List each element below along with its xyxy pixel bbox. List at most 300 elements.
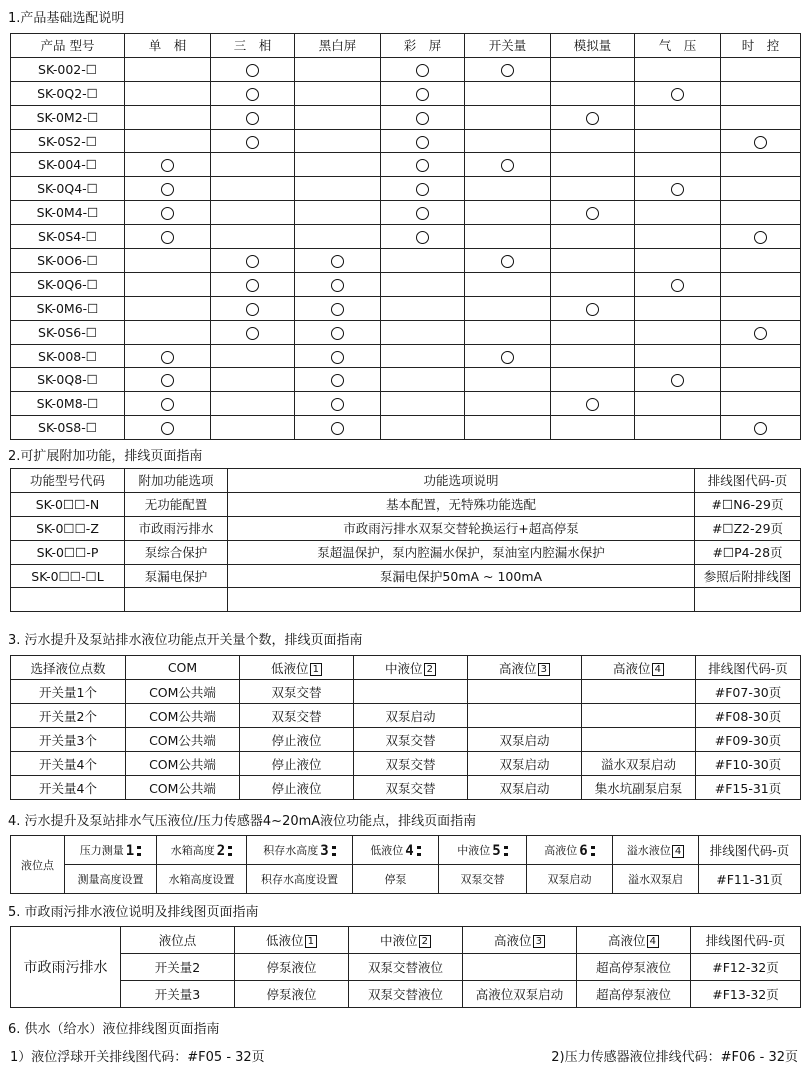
option-cell: [721, 81, 801, 105]
option-cell: [381, 201, 465, 225]
option-cell: [551, 416, 635, 440]
option-cell: [721, 320, 801, 344]
header-select: 选择液位点数: [11, 656, 126, 680]
table-cell: SK-0☐☐-N: [11, 492, 125, 516]
pressure-sensor-note: 2)压力传感器液位排线代码：#F06 - 32页: [551, 1050, 798, 1065]
option-cell: [721, 344, 801, 368]
table-cell: COM公共端: [126, 728, 240, 752]
table-row: [11, 272, 801, 296]
circle-mark-icon: [246, 112, 259, 125]
segment-digit-icon: 5: [492, 843, 501, 859]
column-header: 附加功能选项: [125, 469, 228, 493]
option-cell: [381, 249, 465, 273]
circle-mark-icon: [416, 136, 429, 149]
circle-mark-icon: [246, 64, 259, 77]
option-cell: [381, 344, 465, 368]
table-row: [11, 492, 801, 516]
option-cell: [295, 368, 381, 392]
option-cell: [465, 201, 551, 225]
table-cell: 超高停泵液位: [577, 981, 691, 1008]
option-cell: [721, 225, 801, 249]
setting-cell: 测量高度设置: [65, 865, 157, 894]
option-cell: [125, 416, 211, 440]
header-com: COM: [126, 656, 240, 680]
section1-title: 1.产品基础选配说明: [8, 11, 125, 26]
option-cell: [125, 177, 211, 201]
option-cell: [125, 392, 211, 416]
table-cell: #F08-30页: [696, 704, 801, 728]
table-row: [11, 249, 801, 273]
table-row: [11, 776, 801, 800]
option-cell: [721, 153, 801, 177]
table-cell: 停泵液位: [235, 954, 349, 981]
option-cell: [635, 416, 721, 440]
table-cell: 超高停泵液位: [577, 954, 691, 981]
option-cell: [125, 201, 211, 225]
table-row: [11, 57, 801, 81]
table-cell: [582, 728, 696, 752]
level-point-cell: [439, 836, 527, 865]
table-cell: #☐Z2-29页: [695, 516, 801, 540]
option-cell: [211, 344, 295, 368]
option-cell: [381, 105, 465, 129]
column-header: 开关量: [465, 34, 551, 58]
table-row: [11, 320, 801, 344]
table-cell: [228, 588, 695, 612]
option-cell: [381, 153, 465, 177]
table-row: [11, 344, 801, 368]
table-cell: 双泵交替: [354, 776, 468, 800]
model-code-cell: SK-0S4-☐: [11, 225, 125, 249]
option-cell: [125, 225, 211, 249]
circle-mark-icon: [161, 159, 174, 172]
column-header: 气 压: [635, 34, 721, 58]
circle-mark-icon: [501, 255, 514, 268]
header-mid: 中液位 2: [354, 656, 468, 680]
table-cell: 泵综合保护: [125, 540, 228, 564]
table-row: [11, 81, 801, 105]
section2-title: 2.可扩展附加功能，排线页面指南: [8, 449, 203, 464]
option-cell: [635, 201, 721, 225]
column-header: 黑白屏: [295, 34, 381, 58]
table-cell: [11, 588, 125, 612]
level-number-box: 4: [672, 845, 684, 858]
option-cell: [295, 320, 381, 344]
option-cell: [721, 249, 801, 273]
option-cell: [381, 272, 465, 296]
level-number-box: 1: [310, 663, 322, 676]
table-cell: [468, 704, 582, 728]
section4-title: 4. 污水提升及泵站排水气压液位/压力传感器4~20mA液位功能点，排线页面指南: [8, 814, 477, 829]
circle-mark-icon: [331, 327, 344, 340]
column-header: 彩 屏: [381, 34, 465, 58]
table-cell: 泵漏电保护50mA ~ 100mA: [228, 564, 695, 588]
column-header: 功能型号代码: [11, 469, 125, 493]
table-header-row: [11, 927, 801, 954]
table-cell: 参照后附排线图: [695, 564, 801, 588]
option-cell: [295, 105, 381, 129]
option-cell: [125, 272, 211, 296]
option-cell: [211, 201, 295, 225]
option-cell: [465, 296, 551, 320]
circle-mark-icon: [161, 398, 174, 411]
circle-mark-icon: [331, 374, 344, 387]
table-cell: 集水坑副泵启泵: [582, 776, 696, 800]
table-row: [11, 680, 801, 704]
header-low: 低液位 1: [240, 656, 354, 680]
option-cell: [211, 225, 295, 249]
option-cell: [551, 249, 635, 273]
option-cell: [551, 272, 635, 296]
segment-dots-icon: [228, 844, 232, 858]
table-row: [11, 516, 801, 540]
table-cell: 高液位双泵启动: [463, 981, 577, 1008]
table-cell: [463, 954, 577, 981]
option-cell: [211, 57, 295, 81]
level-point-label: 溢水液位: [626, 844, 671, 857]
table-cell: #F10-30页: [696, 752, 801, 776]
level-point-label: 低液位: [370, 844, 404, 857]
model-code-cell: SK-004-☐: [11, 153, 125, 177]
level-point-row: [11, 836, 801, 865]
option-cell: [635, 153, 721, 177]
option-cell: [635, 392, 721, 416]
table-cell: 开关量4个: [11, 776, 126, 800]
circle-mark-icon: [501, 64, 514, 77]
option-cell: [551, 368, 635, 392]
header-high2: 高液位 4: [577, 927, 691, 954]
table-cell: 开关量1个: [11, 680, 126, 704]
model-code-cell: SK-0S8-☐: [11, 416, 125, 440]
option-cell: [211, 392, 295, 416]
option-cell: [551, 225, 635, 249]
option-cell: [211, 177, 295, 201]
option-cell: [295, 344, 381, 368]
table-cell: [582, 680, 696, 704]
option-cell: [211, 81, 295, 105]
option-cell: [381, 81, 465, 105]
level-number-box: 1: [305, 935, 317, 948]
circle-mark-icon: [671, 88, 684, 101]
level-point-label: 高液位: [544, 844, 578, 857]
table-cell: [354, 680, 468, 704]
header-code: 排线图代码-页: [691, 927, 801, 954]
level-number-box: 2: [419, 935, 431, 948]
table-cell: 开关量4个: [11, 752, 126, 776]
level-number-box: 3: [538, 663, 550, 676]
model-code-cell: SK-0M6-☐: [11, 296, 125, 320]
float-switch-note: 1）液位浮球开关排线图代码：#F05 - 32页: [10, 1050, 265, 1065]
circle-mark-icon: [671, 279, 684, 292]
option-cell: [125, 57, 211, 81]
option-cell: [211, 249, 295, 273]
circle-mark-icon: [586, 112, 599, 125]
level-point-label: 水箱高度: [170, 844, 215, 857]
circle-mark-icon: [671, 183, 684, 196]
table-row: [11, 954, 801, 981]
code-header: 排线图代码-页: [699, 836, 801, 865]
option-cell: [635, 344, 721, 368]
circle-mark-icon: [416, 88, 429, 101]
level-point-label: 中液位: [457, 844, 491, 857]
segment-digit-icon: 6: [579, 843, 588, 859]
table-row: [11, 704, 801, 728]
segment-digit-icon: 4: [405, 843, 414, 859]
option-cell: [721, 392, 801, 416]
option-cell: [465, 368, 551, 392]
option-cell: [635, 105, 721, 129]
segment-dots-icon: [504, 844, 508, 858]
pressure-level-table: [10, 835, 801, 894]
table-cell: COM公共端: [126, 752, 240, 776]
model-code-cell: SK-0Q4-☐: [11, 177, 125, 201]
option-cell: [465, 249, 551, 273]
model-code-cell: SK-0M2-☐: [11, 105, 125, 129]
option-cell: [635, 368, 721, 392]
code-cell: #F11-31页: [699, 865, 801, 894]
option-cell: [635, 249, 721, 273]
option-cell: [211, 296, 295, 320]
option-cell: [635, 177, 721, 201]
table-row: [11, 153, 801, 177]
setting-cell: 停泵: [353, 865, 439, 894]
table-cell: 停泵液位: [235, 981, 349, 1008]
header-low: 低液位 1: [235, 927, 349, 954]
section3-title: 3. 污水提升及泵站排水液位功能点开关量个数，排线页面指南: [8, 633, 363, 648]
circle-mark-icon: [416, 231, 429, 244]
option-cell: [721, 416, 801, 440]
model-code-cell: SK-0Q6-☐: [11, 272, 125, 296]
extension-function-table: [10, 468, 801, 612]
option-cell: [551, 153, 635, 177]
option-cell: [125, 344, 211, 368]
option-cell: [125, 368, 211, 392]
option-cell: [295, 129, 381, 153]
level-point-cell: [247, 836, 353, 865]
option-cell: [551, 105, 635, 129]
table-cell: [468, 680, 582, 704]
option-cell: [635, 225, 721, 249]
option-cell: [381, 57, 465, 81]
option-cell: [635, 320, 721, 344]
option-cell: [635, 57, 721, 81]
option-cell: [635, 81, 721, 105]
segment-digit-icon: 1: [125, 843, 135, 859]
level-point-cell: [613, 836, 699, 865]
table-cell: SK-0☐☐-Z: [11, 516, 125, 540]
option-cell: [635, 296, 721, 320]
switch-level-table: [10, 655, 801, 800]
option-cell: [465, 344, 551, 368]
setting-cell: 双泵启动: [527, 865, 613, 894]
option-cell: [295, 201, 381, 225]
table-row: [11, 201, 801, 225]
circle-mark-icon: [331, 422, 344, 435]
option-cell: [211, 129, 295, 153]
option-cell: [551, 129, 635, 153]
option-cell: [551, 392, 635, 416]
setting-cell: 双泵交替: [439, 865, 527, 894]
circle-mark-icon: [586, 207, 599, 220]
model-code-cell: SK-0Q2-☐: [11, 81, 125, 105]
group-label: 市政雨污排水: [11, 927, 121, 1008]
table-row: [11, 981, 801, 1008]
option-cell: [551, 177, 635, 201]
table-cell: 停止液位: [240, 728, 354, 752]
level-number-box: 4: [652, 663, 664, 676]
table-cell: 开关量3: [121, 981, 235, 1008]
circle-mark-icon: [754, 231, 767, 244]
circle-mark-icon: [671, 374, 684, 387]
table-header-row: [11, 469, 801, 493]
table-header-row: [11, 656, 801, 680]
circle-mark-icon: [331, 279, 344, 292]
table-cell: SK-0☐☐-P: [11, 540, 125, 564]
circle-mark-icon: [331, 303, 344, 316]
circle-mark-icon: [501, 159, 514, 172]
table-cell: 双泵启动: [354, 704, 468, 728]
table-cell: COM公共端: [126, 776, 240, 800]
table-row: [11, 296, 801, 320]
option-cell: [381, 129, 465, 153]
option-cell: [211, 153, 295, 177]
model-code-cell: SK-0O6-☐: [11, 249, 125, 273]
column-header: 单 相: [125, 34, 211, 58]
table-row: [11, 416, 801, 440]
option-cell: [465, 320, 551, 344]
circle-mark-icon: [161, 351, 174, 364]
table-row: [11, 752, 801, 776]
table-cell: 双泵交替液位: [349, 981, 463, 1008]
header-high: 高液位 3: [468, 656, 582, 680]
option-cell: [551, 320, 635, 344]
level-number-box: 3: [533, 935, 545, 948]
option-cell: [381, 177, 465, 201]
option-cell: [635, 272, 721, 296]
option-cell: [125, 105, 211, 129]
table-cell: #F12-32页: [691, 954, 801, 981]
table-cell: 市政雨污排水: [125, 516, 228, 540]
table-row: [11, 368, 801, 392]
setting-cell: 积存水高度设置: [247, 865, 353, 894]
table-cell: #F13-32页: [691, 981, 801, 1008]
option-cell: [551, 81, 635, 105]
table-cell: 停止液位: [240, 776, 354, 800]
column-header: 产品 型号: [11, 34, 125, 58]
option-cell: [721, 57, 801, 81]
option-cell: [465, 129, 551, 153]
section6-title: 6. 供水（给水）液位排线图页面指南: [8, 1022, 220, 1037]
option-cell: [211, 105, 295, 129]
table-cell: 泵漏电保护: [125, 564, 228, 588]
table-cell: 双泵交替: [354, 728, 468, 752]
option-cell: [465, 272, 551, 296]
option-cell: [381, 392, 465, 416]
circle-mark-icon: [501, 351, 514, 364]
circle-mark-icon: [416, 64, 429, 77]
table-cell: #F07-30页: [696, 680, 801, 704]
option-cell: [721, 105, 801, 129]
option-cell: [721, 201, 801, 225]
option-cell: [295, 81, 381, 105]
option-cell: [381, 296, 465, 320]
table-cell: 无功能配置: [125, 492, 228, 516]
product-selection-table: [10, 33, 801, 440]
table-cell: 停止液位: [240, 752, 354, 776]
option-cell: [465, 105, 551, 129]
option-cell: [465, 57, 551, 81]
table-cell: 双泵交替液位: [349, 954, 463, 981]
level-point-label: 积存水高度: [263, 844, 319, 857]
option-cell: [295, 57, 381, 81]
circle-mark-icon: [586, 398, 599, 411]
option-cell: [295, 249, 381, 273]
table-cell: 开关量2: [121, 954, 235, 981]
level-point-cell: [65, 836, 157, 865]
table-cell: 泵超温保护，泵内腔漏水保护，泵油室内腔漏水保护: [228, 540, 695, 564]
circle-mark-icon: [161, 231, 174, 244]
header-high: 高液位 3: [463, 927, 577, 954]
table-cell: COM公共端: [126, 680, 240, 704]
table-cell: 双泵交替: [354, 752, 468, 776]
circle-mark-icon: [246, 255, 259, 268]
level-point-cell: [157, 836, 247, 865]
table-cell: #F15-31页: [696, 776, 801, 800]
circle-mark-icon: [246, 279, 259, 292]
table-row: [11, 588, 801, 612]
table-cell: COM公共端: [126, 704, 240, 728]
option-cell: [125, 249, 211, 273]
option-cell: [551, 344, 635, 368]
table-cell: [125, 588, 228, 612]
level-point-cell: [527, 836, 613, 865]
column-header: 功能选项说明: [228, 469, 695, 493]
setting-cell: 溢水双泵启: [613, 865, 699, 894]
setting-cell: 水箱高度设置: [157, 865, 247, 894]
circle-mark-icon: [754, 327, 767, 340]
option-cell: [295, 272, 381, 296]
option-cell: [125, 153, 211, 177]
segment-digit-icon: 2: [216, 843, 226, 859]
option-cell: [551, 201, 635, 225]
option-cell: [125, 320, 211, 344]
option-cell: [295, 225, 381, 249]
option-cell: [465, 81, 551, 105]
table-row: [11, 177, 801, 201]
option-cell: [551, 296, 635, 320]
segment-dots-icon: [417, 844, 421, 858]
option-cell: [211, 320, 295, 344]
circle-mark-icon: [331, 255, 344, 268]
option-cell: [125, 81, 211, 105]
table-row: [11, 728, 801, 752]
table-row: [11, 540, 801, 564]
option-cell: [211, 416, 295, 440]
circle-mark-icon: [161, 422, 174, 435]
option-cell: [635, 129, 721, 153]
option-cell: [551, 57, 635, 81]
table-cell: 双泵交替: [240, 680, 354, 704]
circle-mark-icon: [331, 351, 344, 364]
model-code-cell: SK-0Q8-☐: [11, 368, 125, 392]
circle-mark-icon: [246, 303, 259, 316]
table-cell: #F09-30页: [696, 728, 801, 752]
option-cell: [465, 177, 551, 201]
table-cell: 开关量2个: [11, 704, 126, 728]
model-code-cell: SK-0M8-☐: [11, 392, 125, 416]
table-row: [11, 564, 801, 588]
option-cell: [465, 392, 551, 416]
